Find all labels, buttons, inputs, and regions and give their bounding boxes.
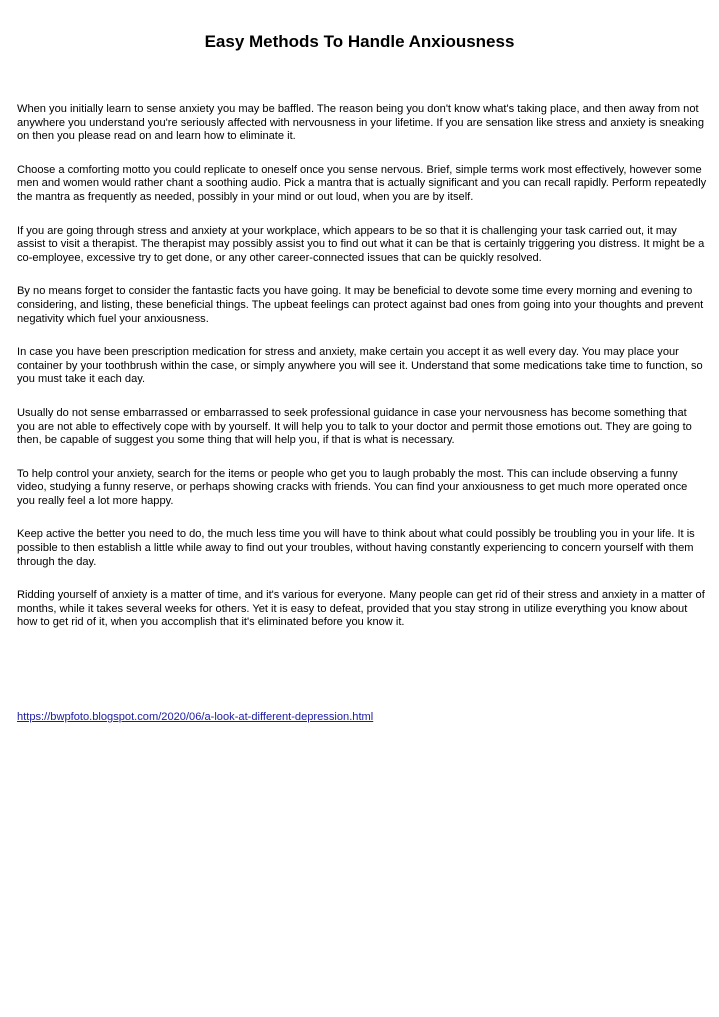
footer-link-container [17, 711, 373, 725]
paragraph-3: If you are going through stress and anxiety at your workplace, which appears to be so that it is challenging your task carried out, it may assist to visit a therapist. The therapist may possibly assist you to find out what it can be that is certainly triggering you distress. It might be a co-employee, excessive try to get done, or any other career-connected issues that can be quickly resolved. [17, 224, 705, 264]
paragraph-5: In case you have been prescription medication for stress and anxiety, make certain you accept it as well every day. You may place your container by your toothbrush within the case, or simply anywhere you will see it. Understand that some medications take time to function, so you must take it each day. [17, 346, 703, 386]
source-link[interactable]: https://bwpfoto.blogspot.com/2020/06/a-look-at-different-depression.html [17, 711, 374, 723]
paragraph-8: Keep active the better you need to do, the much less time you will have to think about what could possibly be troubling you in your life. It is possible to then establish a little while away to find out your troubles, without having constantly experiencing to concern yourself with them through the day. [17, 528, 695, 568]
paragraph-7: To help control your anxiety, search for the items or people who get you to laugh probably the most. This can include observing a funny video, studying a funny reserve, or perhaps showing cracks with friends. You can find your anxiousness to get much more operated once you really feel a lot more happy. [17, 467, 688, 507]
paragraph-9: Ridding yourself of anxiety is a matter of time, and it's various for everyone. Many people can get rid of their stress and anxiety in a matter of months, while it takes several weeks for others. Yet it is easy to defeat, provided that you stay strong in utilize everything you know about how to get rid of it, when you accomplish that it's eliminated before you know it. [17, 589, 705, 629]
paragraph-2: Choose a comforting motto you could replicate to oneself once you sense nervous. Brief, simple terms work most effectively, however some men and women would rather chant a soothing audio. Pick a mantra that is actually significant and you can recall rapidly. Perform repeatedly the mantra as frequently as needed, possibly in your mind or out loud, when you are by itself. [17, 163, 707, 203]
page-title: Easy Methods To Handle Anxiousness [204, 32, 515, 51]
paragraph-4: By no means forget to consider the fantastic facts you have going. It may be beneficial to devote some time every morning and evening to considering, and listing, these beneficial things. The upbeat feelings can protect against bad ones from going into your thoughts and prevent negativity which fuel your anxiousness. [17, 285, 704, 325]
paragraph-6: Usually do not sense embarrassed or embarrassed to seek professional guidance in case your nervousness has become something that you are not able to effectively cope with by yourself. It will help you to talk to your doctor and permit those emotions out. They are going to then, be capable of suggest you some thing that will help you, if that is what is necessary. [17, 406, 692, 447]
article-body [17, 103, 707, 650]
paragraph-1: When you initially learn to sense anxiety you may be baffled. The reason being you don't know what's taking place, and then away from not anywhere you understand you're seriously affected with nervousness in your lifetime. If you are sensation like stress and anxiety is sneaking on then you please read on and learn how to eliminate it. [17, 103, 705, 143]
